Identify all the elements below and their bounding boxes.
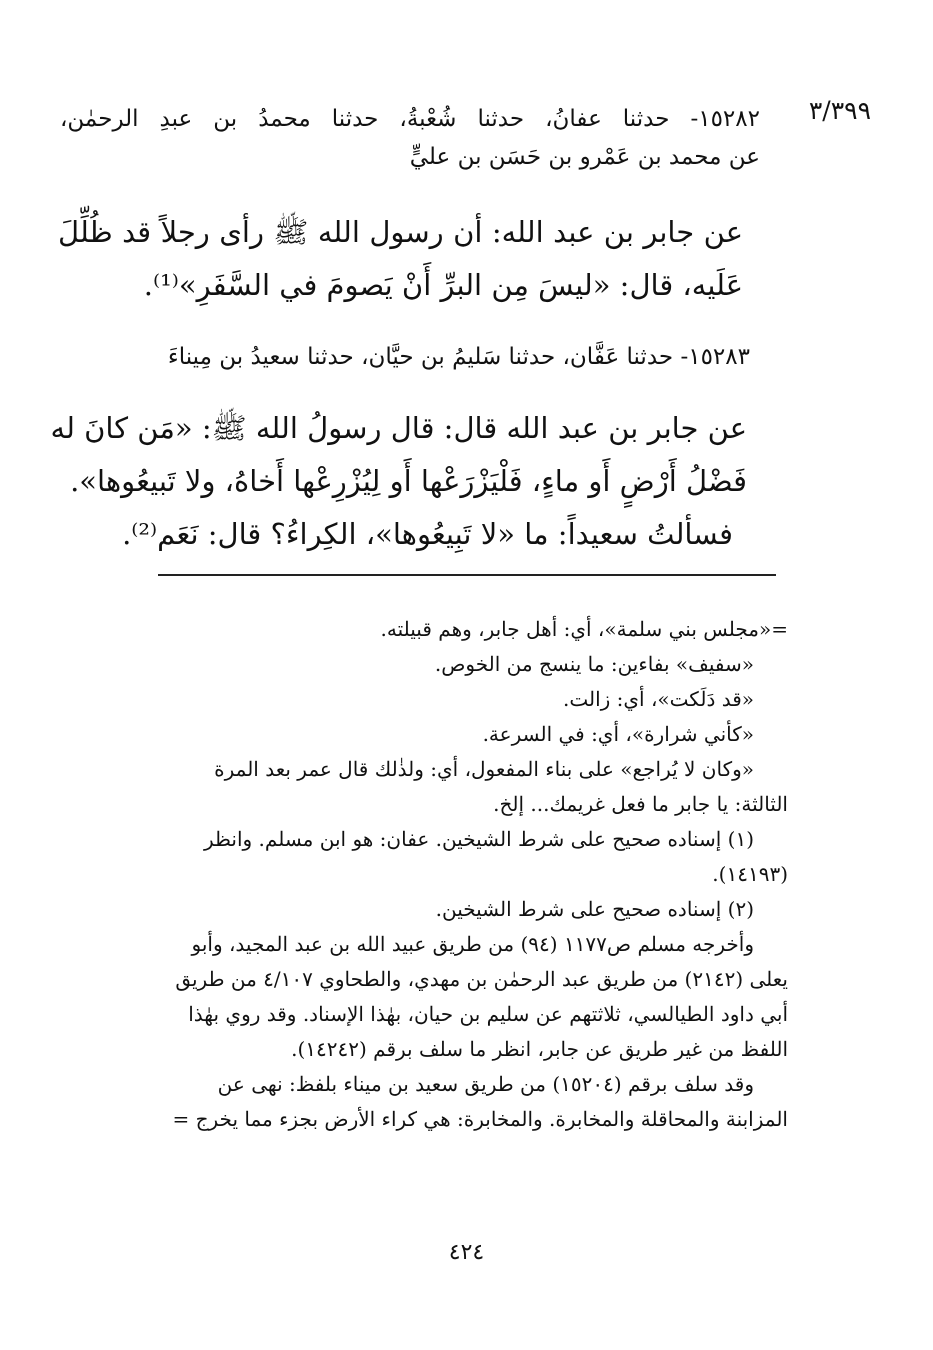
isnad-line: عن محمد بن عَمْرو بن حَسَن بن عليٍّ [409, 144, 760, 170]
footnote-line: «وكان لا يُراجع» على بناء المفعول، أي: ولذٰلك قال عمر بعد المرة [214, 757, 754, 781]
footnote-line: الثالثة: يا جابر ما فعل غريمك... إلخ. [493, 792, 788, 816]
footnote-line: (١) إسناده صحيح على شرط الشيخين. عفان: هو ابن مسلم. وانظر [203, 827, 754, 851]
footnote-line: (٢) إسناده صحيح على شرط الشيخين. [435, 897, 754, 921]
footnote-line: اللفظ من غير طريق عن جابر، انظر ما سلف برقم (١٤٢٤٢). [291, 1037, 788, 1061]
footnote-line: «قد دَلَكت»، أي: زالت. [563, 687, 754, 711]
footnote-line: «كأني شرارة»، أي: في السرعة. [482, 722, 754, 746]
hadith-15282-matn [58, 206, 743, 312]
matn-line: فسألتُ سعيداً: ما «لا تَبِيعُوها»، الكِراءُ؟ قال: نَعَم⁽²⁾. [122, 517, 733, 551]
footnote-line: أبي داود الطيالسي، ثلاثتهم عن سليم بن حيان، بهٰذا الإسناد. وقد روي بهٰذا [188, 1002, 788, 1026]
footnote-line: (١٤١٩٣). [712, 862, 788, 886]
hadith-15283-matn [50, 402, 747, 561]
matn-line: عن جابر بن عبد الله قال: قال رسولُ الله ﷺ: «مَن كانَ له [50, 411, 747, 445]
volume-page-reference: ٣/٣٩٩ [808, 96, 871, 125]
footnote-line: =«مجلس بني سلمة»، أي: أهل جابر، وهم قبيلته. [380, 617, 788, 641]
footnote-line: المزابنة والمحاقلة والمخابرة. والمخابرة: هي كراء الأرض بجزء مما يخرج = [172, 1107, 788, 1131]
footnote-line: وقد سلف برقم (١٥٢٠٤) من طريق سعيد بن ميناء بلفظ: نهى عن [217, 1072, 754, 1096]
footnote-separator [158, 574, 776, 576]
isnad-line: ١٥٢٨٢- حدثنا عفانُ، حدثنا شُعْبةُ، حدثنا محمدُ بن عبدِ الرحمٰن، [60, 106, 760, 132]
footnote-line: يعلى (٢١٤٢) من طريق عبد الرحمٰن بن مهدي، والطحاوي ٤/١٠٧ من طريق [175, 967, 788, 991]
hadith-15283-isnad [96, 338, 750, 376]
matn-line: عَلَيه، قال: «ليسَ مِن البرِّ أَنْ يَصومَ في السَّفَرِ»⁽¹⁾. [143, 268, 743, 302]
footnotes [78, 612, 788, 1137]
footnote-line: وأخرجه مسلم ص١١٧٧ (٩٤) من طريق عبيد الله بن عبد المجيد، وأبو [191, 932, 754, 956]
matn-line: فَضْلُ أَرْضٍ أَو ماءٍ، فَلْيَزْرَعْها أَو لِيُزْرِعْها أَخاهُ، ولا تَبيعُوها». [70, 464, 747, 498]
hadith-15282-isnad [60, 100, 760, 176]
matn-line: عن جابر بن عبد الله: أن رسول الله ﷺ رأى رجلاً قد ظُلِّلَ [58, 215, 743, 249]
isnad-line: ١٥٢٨٣- حدثنا عَفَّان، حدثنا سَليمُ بن حيَّان، حدثنا سعيدُ بن مِيناءَ [167, 344, 750, 370]
page-number: ٤٢٤ [448, 1240, 485, 1265]
footnote-line: «سفيف» بفاءين: ما ينسج من الخوص. [434, 652, 754, 676]
